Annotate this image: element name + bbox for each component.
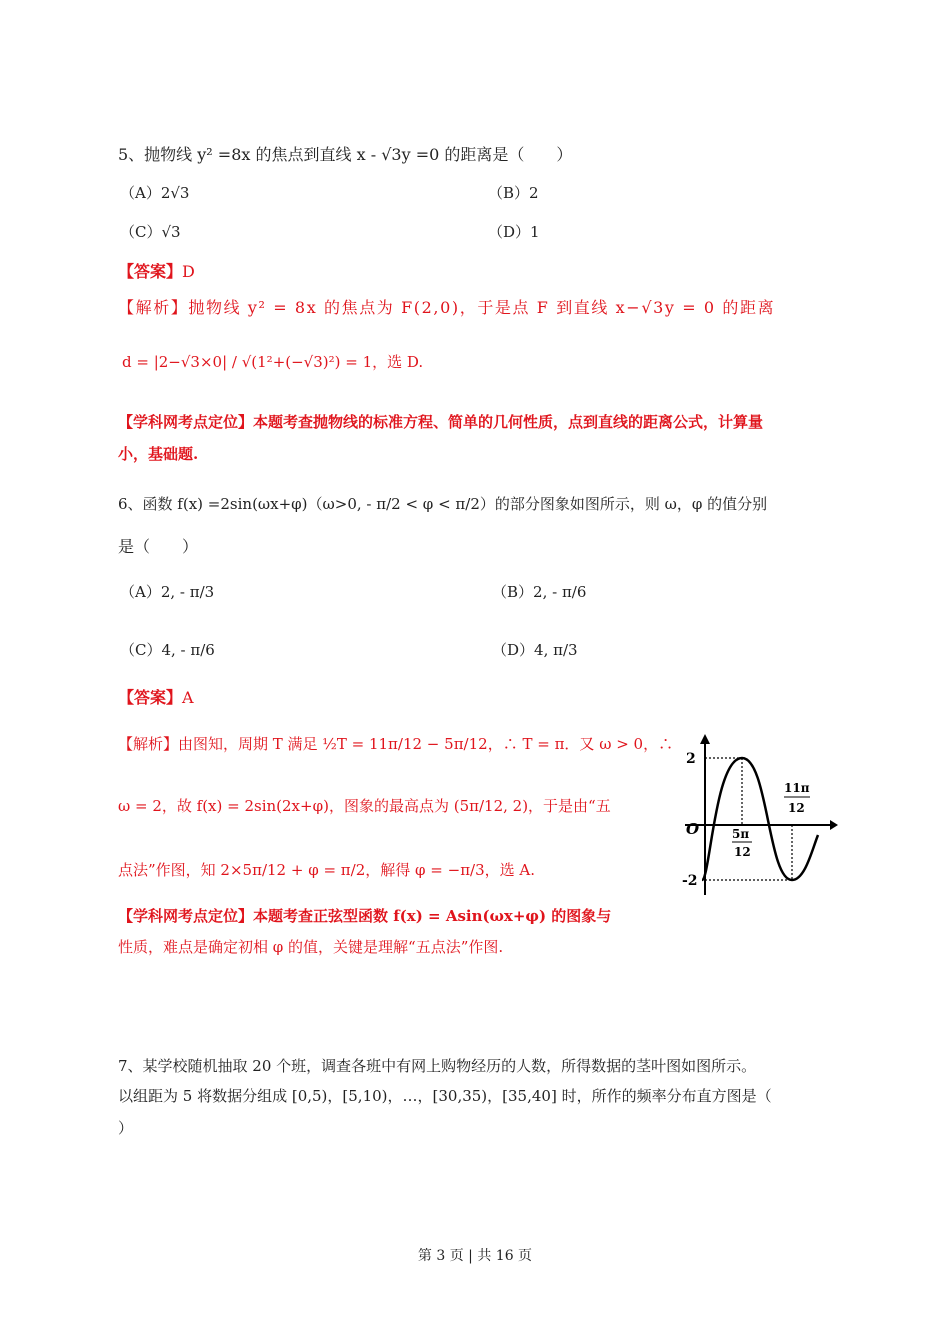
answer-value: D bbox=[182, 262, 195, 281]
q6-option-a: （A）2, - π/3 bbox=[120, 583, 215, 601]
q5-stem: 5、抛物线 y² =8x 的焦点到直线 x - √3y =0 的距离是（ ） bbox=[118, 145, 573, 164]
sine-curve bbox=[702, 758, 818, 880]
q5-option-a: （A）2√3 bbox=[120, 184, 190, 202]
q7-line-3: ） bbox=[118, 1119, 134, 1137]
q6-knowledge-point-2: 性质，难点是确定初相 φ 的值，关键是理解“五点法”作图. bbox=[118, 938, 504, 956]
q5-knowledge-point-2: 小，基础题. bbox=[118, 445, 199, 463]
answer-label: 【答案】 bbox=[118, 262, 183, 281]
q6-analysis-line-1: 【解析】由图知，周期 T 满足 ½T = 11π/12 − 5π/12，∴ T = π．又 ω > 0，∴ bbox=[118, 735, 674, 753]
y-label-bottom: -2 bbox=[682, 873, 698, 889]
q5-answer bbox=[118, 262, 195, 282]
q5-option-c: （C）√3 bbox=[120, 223, 181, 241]
y-axis-arrow-icon bbox=[700, 734, 710, 744]
q6-option-b: （B）2, - π/6 bbox=[492, 583, 587, 601]
q6-analysis-line-3: 点法”作图，知 2×5π/12 + φ = π/2，解得 φ = −π/3，选 A. bbox=[118, 861, 536, 879]
q6-stem-line-1: 6、函数 f(x) =2sin(ωx+φ)（ω>0, - π/2 < φ < π/2）的部分图象如图所示，则 ω，φ 的值分别 bbox=[118, 495, 768, 513]
q6-option-d: （D）4, π/3 bbox=[492, 641, 578, 659]
q5-analysis-line-1: 【解析】抛物线 y² = 8x 的焦点为 F(2,0)，于是点 F 到直线 x−√3y = 0 的距离 bbox=[118, 298, 776, 317]
q6-analysis-line-2: ω = 2，故 f(x) = 2sin(2x+φ)，图象的最高点为 (5π/12, 2)，于是由“五 bbox=[118, 797, 611, 815]
x-label-mid-num: 5π bbox=[732, 827, 750, 841]
page-footer: 第 3 页 | 共 16 页 bbox=[417, 1248, 533, 1264]
q7-line-2: 以组距为 5 将数据分组成 [0,5)，[5,10)，…，[30,35)，[35,40] 时，所作的频率分布直方图是（ bbox=[118, 1087, 772, 1105]
sine-graph bbox=[680, 730, 840, 900]
q6-option-c: （C）4, - π/6 bbox=[120, 641, 215, 659]
x-label-mid-den: 12 bbox=[734, 845, 751, 859]
q5-knowledge-point-1: 【学科网考点定位】本题考查抛物线的标准方程、简单的几何性质，点到直线的距离公式，计算量 bbox=[118, 413, 764, 431]
x-axis-arrow-icon bbox=[830, 820, 838, 830]
origin-label: O bbox=[686, 820, 700, 838]
q5-option-b: （B）2 bbox=[488, 184, 539, 202]
q5-analysis-line-2: d = |2−√3×0| / √(1²+(−√3)²) = 1，选 D. bbox=[122, 353, 424, 371]
x-label-right-den: 12 bbox=[788, 801, 805, 815]
q6-stem-line-2: 是（ ） bbox=[118, 537, 199, 556]
x-label-right-num: 11π bbox=[784, 781, 810, 795]
q6-answer bbox=[118, 688, 194, 708]
q7-line-1: 7、某学校随机抽取 20 个班，调查各班中有网上购物经历的人数，所得数据的茎叶图如图所示。 bbox=[118, 1057, 757, 1075]
q5-option-d: （D）1 bbox=[488, 223, 540, 241]
answer-label: 【答案】 bbox=[118, 688, 183, 707]
q6-knowledge-point-1: 【学科网考点定位】本题考查正弦型函数 f(x) = Asin(ωx+φ) 的图象与 bbox=[118, 907, 612, 925]
answer-value: A bbox=[182, 688, 194, 707]
y-label-top: 2 bbox=[686, 751, 696, 767]
